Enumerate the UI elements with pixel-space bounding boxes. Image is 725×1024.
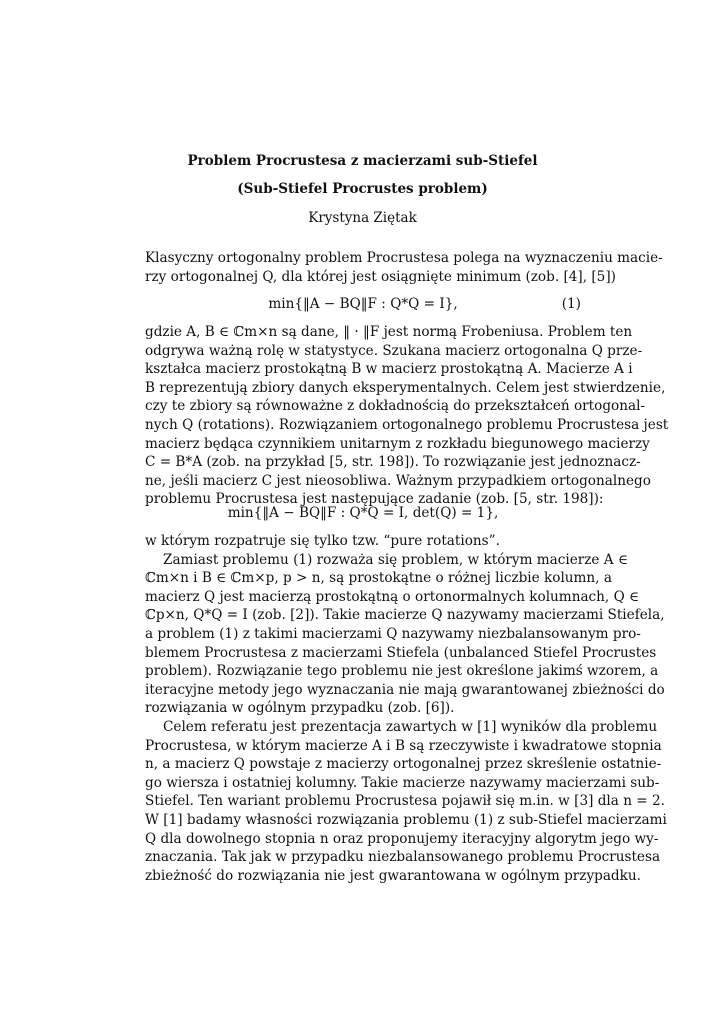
text-line: rzy ortogonalnej Q, dla której jest osiągnięte minimum (zob. [4], [5]) xyxy=(145,268,616,285)
intro-paragraph xyxy=(145,249,663,286)
text-line: Zamiast problemu (1) rozważa się problem, w którym macierze A ∈ xyxy=(163,551,629,568)
text-line: Stiefel. Ten wariant problemu Procrustesa pojawił się m.in. w [3] dla n = 2. xyxy=(145,793,665,810)
text-line: n, a macierz Q powstaje z macierzy ortogonalnej przez skreślenie ostatnie- xyxy=(145,756,662,773)
text-line: ℂm×n i B ∈ ℂm×p, p > n, są prostokątne o różnej liczbie kolumn, a xyxy=(145,570,612,587)
text-line: C = B*A (zob. na przykład [5, str. 198]). To rozwiązanie jest jednoznacz- xyxy=(145,454,641,471)
equation-1-expression: min{‖A − BQ‖F : Q*Q = I}, xyxy=(268,296,458,312)
paper-author: Krystyna Ziętak xyxy=(308,210,417,226)
equation-1 xyxy=(145,294,581,314)
body-paragraph-2 xyxy=(145,532,665,718)
text-line: kształca macierz prostokątną B w macierz prostokątną A. Macierze A i xyxy=(145,361,633,378)
text-line: czy te zbiory są równoważne z dokładnością do przekształceń ortogonal- xyxy=(145,398,646,415)
equation-2-expression: min{‖A − BQ‖F : Q*Q = I, det(Q) = 1}, xyxy=(227,505,499,521)
text-line: Klasyczny ortogonalny problem Procrustesa polega na wyznaczeniu macie- xyxy=(145,250,663,266)
text-line: macierz będąca czynnikiem unitarnym z rozkładu biegunowego macierzy xyxy=(145,435,650,452)
text-line: W [1] badamy własności rozwiązania problemu (1) z sub-Stiefel macierzami xyxy=(145,811,667,828)
text-line: blemem Procrustesa z macierzami Stiefela (unbalanced Stiefel Procrustes xyxy=(145,644,657,661)
text-line: B reprezentują zbiory danych eksperymentalnych. Celem jest stwierdzenie, xyxy=(145,379,666,396)
text-line: go wiersza i ostatniej kolumny. Takie macierze nazywamy macierzami sub- xyxy=(145,774,660,791)
paper-subtitle: (Sub-Stiefel Procrustes problem) xyxy=(237,181,488,197)
text-line: zbieżność do rozwiązania nie jest gwarantowana w ogólnym przypadku. xyxy=(145,867,641,884)
body-paragraph-1 xyxy=(145,323,669,509)
text-line: macierz Q jest macierzą prostokątną o ortonormalnych kolumnach, Q ∈ xyxy=(145,588,640,605)
text-line: ne, jeśli macierz C jest nieosobliwa. Ważnym przypadkiem ortogonalnego xyxy=(145,472,651,489)
text-line: rozwiązania w ogólnym przypadku (zob. [6]). xyxy=(145,700,455,717)
text-line: Procrustesa, w którym macierze A i B są rzeczywiste i kwadratowe stopnia xyxy=(145,737,662,754)
text-line: w którym rozpatruje się tylko tzw. “pure rotations”. xyxy=(145,533,500,549)
equation-2 xyxy=(145,503,581,523)
text-line: ℂp×n, Q*Q = I (zob. [2]). Takie macierze Q nazywamy macierzami Stiefela, xyxy=(145,607,665,624)
paper-title: Problem Procrustesa z macierzami sub-Stiefel xyxy=(187,153,538,169)
body-paragraph-3 xyxy=(145,718,667,885)
text-line: gdzie A, B ∈ ℂm×n są dane, ‖ · ‖F jest normą Frobeniusa. Problem ten xyxy=(145,324,633,340)
text-line: Celem referatu jest prezentacja zawartych w [1] wyników dla problemu xyxy=(163,719,658,735)
text-line: problem). Rozwiązanie tego problemu nie jest określone jakimś wzorem, a xyxy=(145,663,659,680)
text-line: Q dla dowolnego stopnia n oraz proponujemy iteracyjny algorytm jego wy- xyxy=(145,830,659,847)
text-line: nych Q (rotations). Rozwiązaniem ortogonalnego problemu Procrustesa jest xyxy=(145,416,669,433)
text-line: znaczania. Tak jak w przypadku niezbalansowanego problemu Procrustesa xyxy=(145,849,661,866)
text-line: problemu Procrustesa jest następujące zadanie (zob. [5, str. 198]): xyxy=(145,491,604,508)
equation-1-number: (1) xyxy=(561,296,581,312)
text-line: iteracyjne metody jego wyznaczania nie mają gwarantowanej zbieżności do xyxy=(145,681,665,698)
text-line: a problem (1) z takimi macierzami Q nazywamy niezbalansowanym pro- xyxy=(145,625,641,642)
text-line: odgrywa ważną rolę w statystyce. Szukana macierz ortogonalna Q prze- xyxy=(145,342,643,359)
